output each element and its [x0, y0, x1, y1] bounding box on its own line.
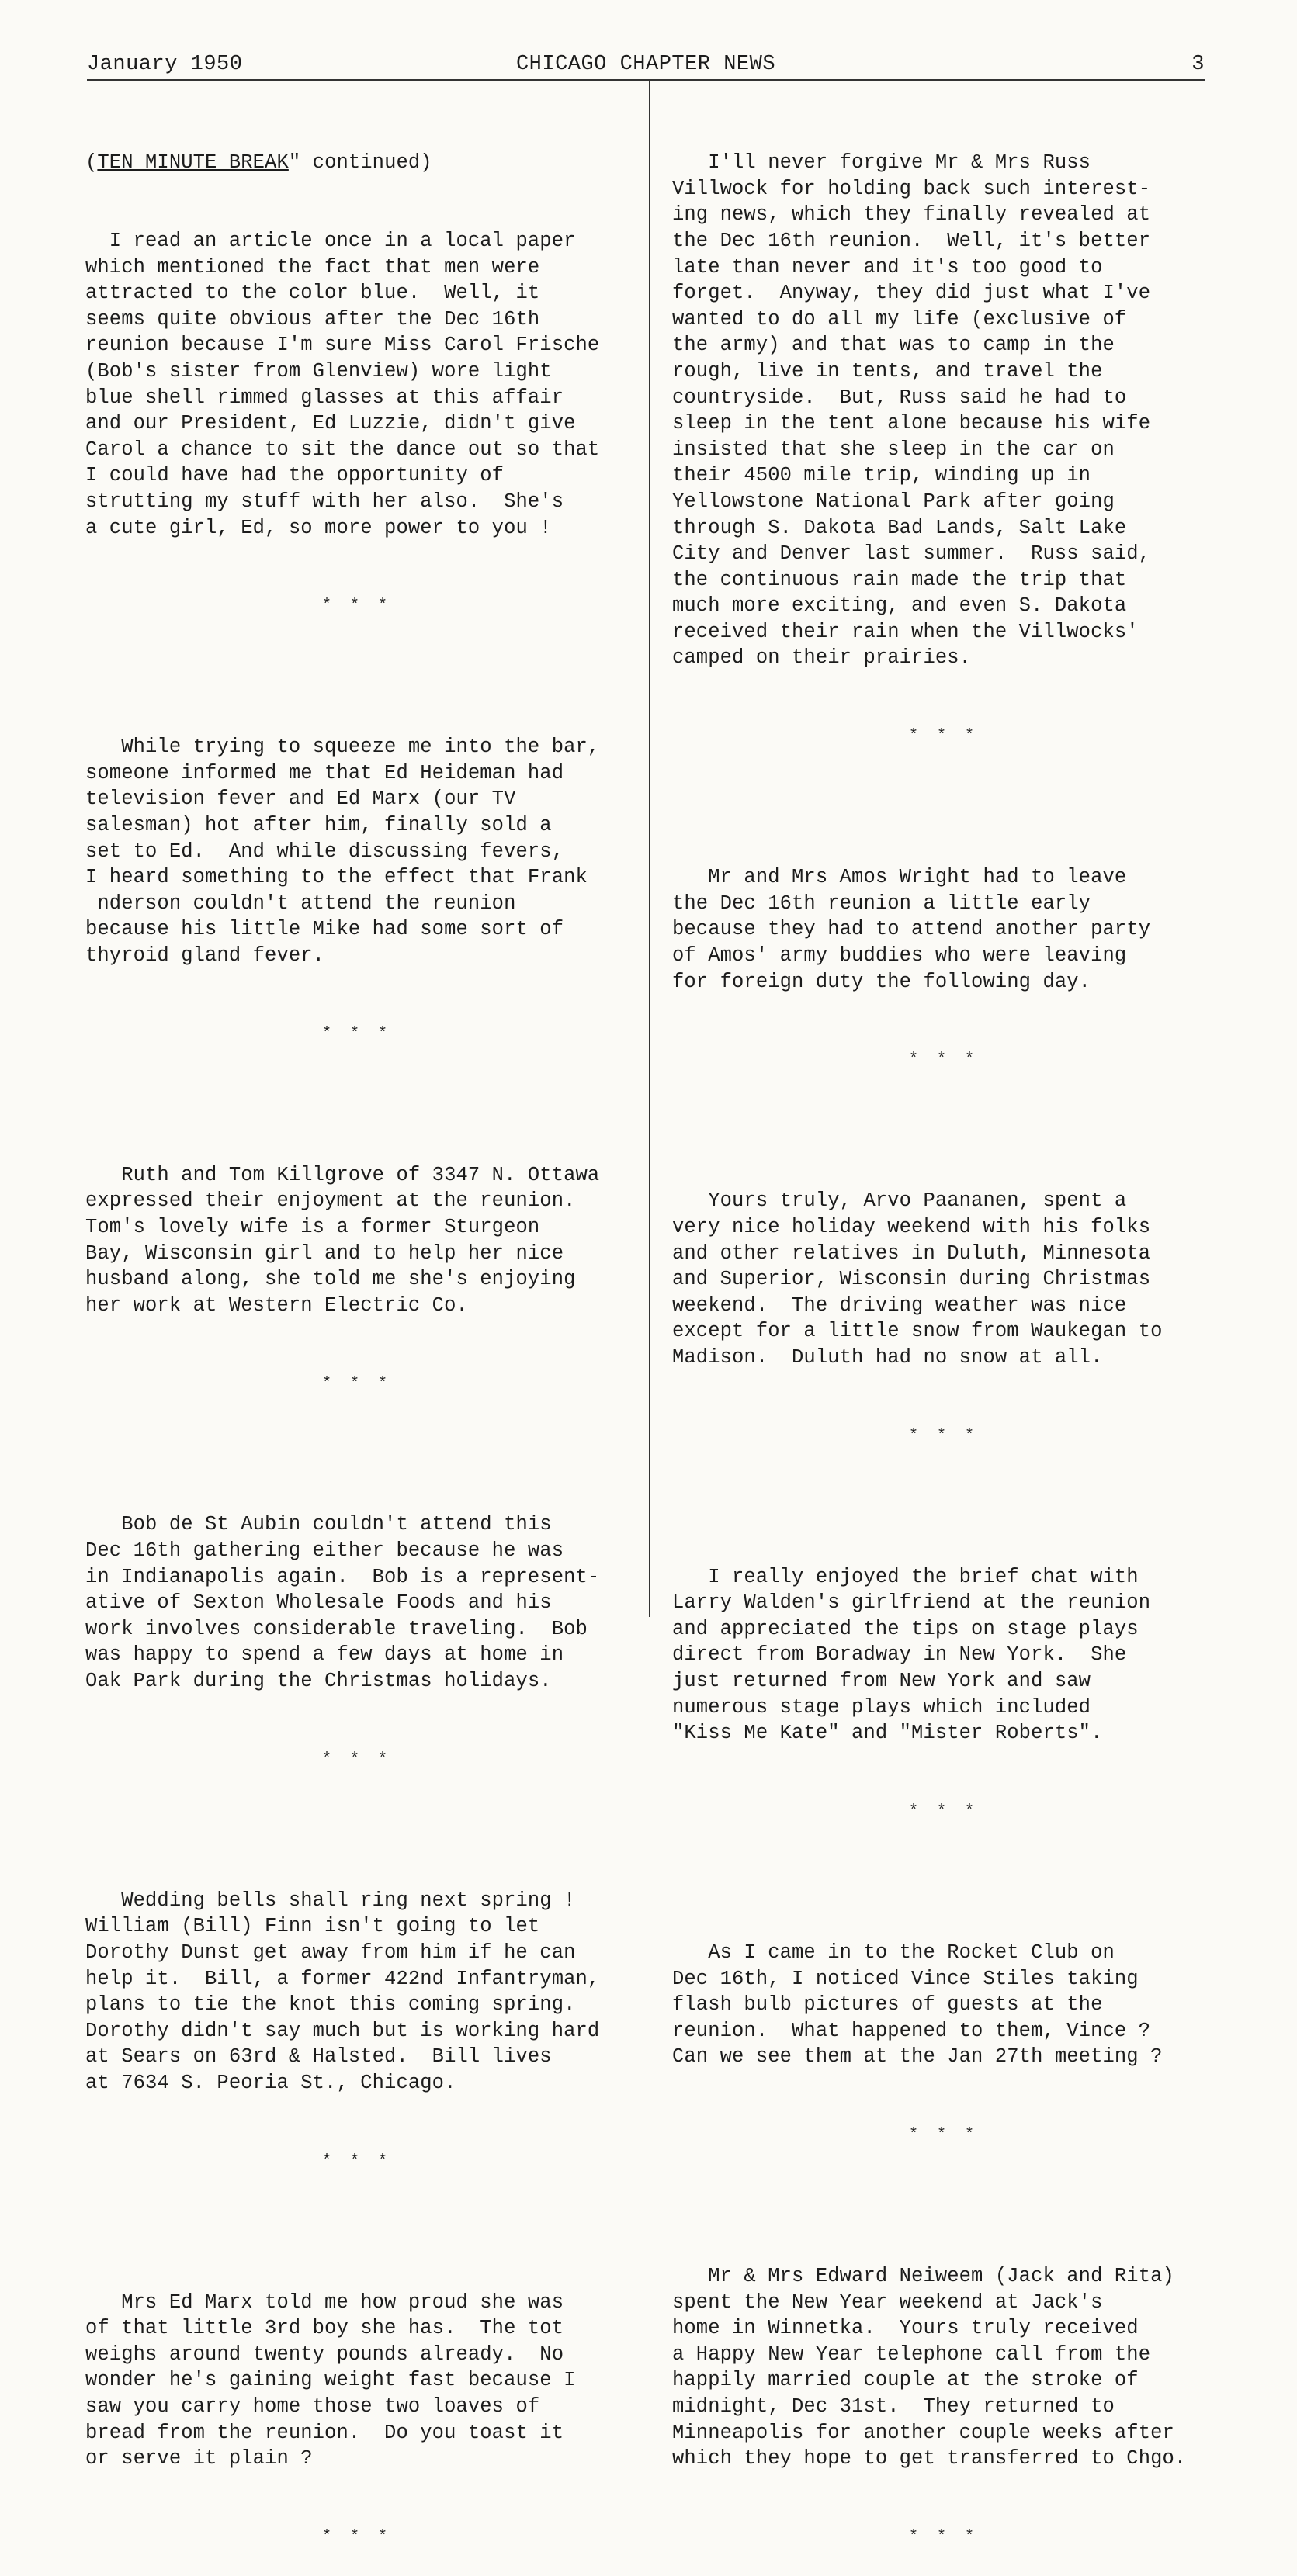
text-line: Mrs Ed Marx told me how proud she was — [85, 2290, 564, 2314]
text-line: at 7634 S. Peoria St., Chicago. — [85, 2071, 456, 2094]
text-line: Dorothy didn't say much but is working hard — [85, 2019, 600, 2042]
text-line: the Dec 16th reunion. Well, it's better — [672, 229, 1151, 252]
text-line: forget. Anyway, they did just what I've — [672, 282, 1151, 305]
article-paragraph — [672, 2263, 1216, 2472]
text-line: Minneapolis for another couple weeks after — [672, 2421, 1174, 2444]
text-line: ing news, which they finally revealed at — [672, 203, 1151, 227]
text-line: very nice holiday weekend with his folks — [672, 1215, 1151, 1238]
text-line: someone informed me that Ed Heideman had — [85, 761, 564, 784]
text-line: the continuous rain made the trip that — [672, 568, 1127, 591]
continued-heading: (TEN MINUTE BREAK" continued) — [85, 151, 432, 175]
text-line: I read an article once in a local paper — [85, 229, 576, 252]
text-line: Madison. Duluth had no snow at all. — [672, 1345, 1103, 1369]
text-line: their 4500 mile trip, winding up in — [672, 464, 1091, 487]
text-line: direct from Boradway in New York. She — [672, 1643, 1127, 1667]
text-line: was happy to spend a few days at home in — [85, 1643, 564, 1667]
text-line: television fever and Ed Marx (our TV — [85, 788, 516, 811]
article-paragraph — [85, 734, 644, 968]
text-line: weekend. The driving weather was nice — [672, 1293, 1127, 1317]
text-line: rough, live in tents, and travel the — [672, 359, 1103, 383]
text-line: Villwock for holding back such interest- — [672, 177, 1151, 200]
text-line: saw you carry home those two loaves of — [85, 2395, 540, 2418]
text-line: bread from the reunion. Do you toast it — [85, 2421, 564, 2444]
article-paragraph — [85, 1511, 644, 1694]
continued-title: TEN MINUTE BREAK — [97, 151, 289, 175]
separator: * * * — [908, 1051, 979, 1069]
text-line: and appreciated the tips on stage plays — [672, 1617, 1139, 1640]
article-paragraph — [85, 228, 644, 541]
text-line: I heard something to the effect that Frank — [85, 866, 588, 889]
text-line: midnight, Dec 31st. They returned to — [672, 2395, 1115, 2418]
separator: * * * — [908, 2528, 979, 2547]
text-line: just returned from New York and saw — [672, 1670, 1091, 1693]
text-line: Dorothy Dunst get away from him if he can — [85, 1941, 576, 1964]
text-line: Carol a chance to sit the dance out so that — [85, 438, 600, 461]
text-line: weighs around twenty pounds already. No — [85, 2342, 564, 2366]
text-line: While trying to squeeze me into the bar, — [85, 736, 600, 759]
text-line: "Kiss Me Kate" and "Mister Roberts". — [672, 1722, 1103, 1745]
separator: * * * — [908, 2126, 979, 2145]
text-line: wonder he's gaining weight fast because I — [85, 2369, 576, 2392]
article-paragraph — [85, 1888, 644, 2096]
text-line: Dec 16th gathering either because he was — [85, 1539, 564, 1563]
text-line: blue shell rimmed glasses at this affair — [85, 386, 564, 409]
text-line: thyroid gland fever. — [85, 944, 325, 967]
text-line: City and Denver last summer. Russ said, — [672, 542, 1151, 566]
text-line: husband along, she told me she's enjoying — [85, 1268, 576, 1291]
text-line: the Dec 16th reunion a little early — [672, 892, 1091, 915]
text-line: and Superior, Wisconsin during Christmas — [672, 1268, 1151, 1291]
text-line: Ruth and Tom Killgrove of 3347 N. Ottawa — [85, 1163, 600, 1186]
text-line: her work at Western Electric Co. — [85, 1293, 468, 1317]
text-line: a Happy New Year telephone call from the — [672, 2342, 1151, 2366]
text-line: wanted to do all my life (exclusive of — [672, 307, 1127, 331]
left-column — [85, 98, 644, 2576]
text-line: strutting my stuff with her also. She's — [85, 490, 564, 513]
text-line: which they hope to get transferred to Chgo. — [672, 2447, 1187, 2470]
text-line: much more exciting, and even S. Dakota — [672, 594, 1127, 618]
text-line: Tom's lovely wife is a former Sturgeon — [85, 1215, 540, 1238]
text-line: reunion. What happened to them, Vince ? — [672, 2019, 1151, 2042]
text-line: attracted to the color blue. Well, it — [85, 282, 540, 305]
newsletter-title: CHICAGO CHAPTER NEWS — [515, 53, 776, 76]
text-line: the army) and that was to camp in the — [672, 334, 1115, 357]
text-line: Dec 16th, I noticed Vince Stiles taking — [672, 1967, 1139, 1990]
page-number: 3 — [1191, 53, 1205, 76]
column-divider — [649, 81, 650, 1617]
text-line: Mr & Mrs Edward Neiweem (Jack and Rita) — [672, 2265, 1174, 2288]
text-line: and our President, Ed Luzzie, didn't give — [85, 412, 576, 435]
text-line: a cute girl, Ed, so more power to you ! — [85, 516, 552, 539]
text-line: countryside. But, Russ said he had to — [672, 386, 1127, 409]
text-line: I could have had the opportunity of — [85, 464, 505, 487]
text-line: because they had to attend another party — [672, 918, 1151, 941]
text-line: As I came in to the Rocket Club on — [672, 1941, 1115, 1964]
separator: * * * — [321, 1750, 392, 1768]
text-line: seems quite obvious after the Dec 16th — [85, 307, 540, 331]
text-line: Larry Walden's girlfriend at the reunion — [672, 1591, 1151, 1615]
article-paragraph — [672, 1564, 1216, 1747]
text-line: sleep in the tent alone because his wife — [672, 412, 1151, 435]
text-line: Bob de St Aubin couldn't attend this — [85, 1513, 552, 1536]
header-rule — [87, 79, 1205, 81]
text-line: William (Bill) Finn isn't going to let — [85, 1915, 540, 1938]
text-line: which mentioned the fact that men were — [85, 255, 540, 279]
text-line: for foreign duty the following day. — [672, 970, 1091, 993]
text-line: salesman) hot after him, finally sold a — [85, 814, 552, 837]
text-line: set to Ed. And while discussing fevers, — [85, 840, 564, 863]
text-line: nderson couldn't attend the reunion — [85, 892, 516, 915]
text-line: in Indianapolis again. Bob is a represent- — [85, 1565, 600, 1588]
text-line: flash bulb pictures of guests at the — [672, 1993, 1103, 2017]
text-line: Yours truly, Arvo Paananen, spent a — [672, 1189, 1127, 1213]
text-line: ative of Sexton Wholesale Foods and his — [85, 1591, 552, 1615]
text-line: through S. Dakota Bad Lands, Salt Lake — [672, 516, 1127, 539]
text-line: and other relatives in Duluth, Minnesota — [672, 1241, 1151, 1265]
text-line: insisted that she sleep in the car on — [672, 438, 1115, 461]
text-line: plans to tie the knot this coming spring. — [85, 1993, 576, 2017]
text-line: Yellowstone National Park after going — [672, 490, 1115, 513]
right-column — [672, 98, 1216, 2576]
page-header — [87, 53, 1205, 81]
article-paragraph — [672, 1188, 1216, 1370]
separator: * * * — [321, 2528, 392, 2547]
text-line: home in Winnetka. Yours truly received — [672, 2317, 1139, 2340]
separator: * * * — [321, 1374, 392, 1393]
text-line: I really enjoyed the brief chat with — [672, 1565, 1139, 1588]
text-line: happily married couple at the stroke of — [672, 2369, 1139, 2392]
text-line: Mr and Mrs Amos Wright had to leave — [672, 866, 1127, 889]
separator: * * * — [321, 597, 392, 615]
text-line: expressed their enjoyment at the reunion. — [85, 1189, 576, 1213]
separator: * * * — [321, 2152, 392, 2170]
text-line: spent the New Year weekend at Jack's — [672, 2290, 1103, 2314]
text-line: or serve it plain ? — [85, 2447, 313, 2470]
text-line: Bay, Wisconsin girl and to help her nice — [85, 1241, 564, 1265]
text-line: at Sears on 63rd & Halsted. Bill lives — [85, 2045, 552, 2069]
article-paragraph — [672, 864, 1216, 995]
article-paragraph — [85, 1162, 644, 1319]
separator: * * * — [908, 1802, 979, 1820]
text-line: Wedding bells shall ring next spring ! — [85, 1889, 576, 1912]
separator: * * * — [908, 727, 979, 746]
text-line: help it. Bill, a former 422nd Infantryman, — [85, 1967, 600, 1990]
article-paragraph — [672, 1940, 1216, 2070]
separator: * * * — [321, 1024, 392, 1043]
text-line: I'll never forgive Mr & Mrs Russ — [672, 151, 1091, 175]
text-line: camped on their prairies. — [672, 646, 972, 670]
text-line: numerous stage plays which included — [672, 1695, 1091, 1719]
text-line: received their rain when the Villwocks' — [672, 620, 1139, 643]
text-line: work involves considerable traveling. Bob — [85, 1617, 588, 1640]
text-line: (Bob's sister from Glenview) wore light — [85, 359, 552, 383]
text-line: late than never and it's too good to — [672, 255, 1103, 279]
separator: * * * — [908, 1426, 979, 1445]
text-line: because his little Mike had some sort of — [85, 918, 564, 941]
text-line: reunion because I'm sure Miss Carol Frische — [85, 334, 600, 357]
text-line: of that little 3rd boy she has. The tot — [85, 2317, 564, 2340]
article-paragraph — [672, 150, 1216, 671]
text-line: Oak Park during the Christmas holidays. — [85, 1670, 552, 1693]
text-line: except for a little snow from Waukegan to — [672, 1320, 1163, 1343]
issue-date: January 1950 — [87, 53, 243, 76]
article-paragraph — [85, 2290, 644, 2472]
text-line: Can we see them at the Jan 27th meeting ? — [672, 2045, 1163, 2069]
text-line: of Amos' army buddies who were leaving — [672, 944, 1127, 967]
